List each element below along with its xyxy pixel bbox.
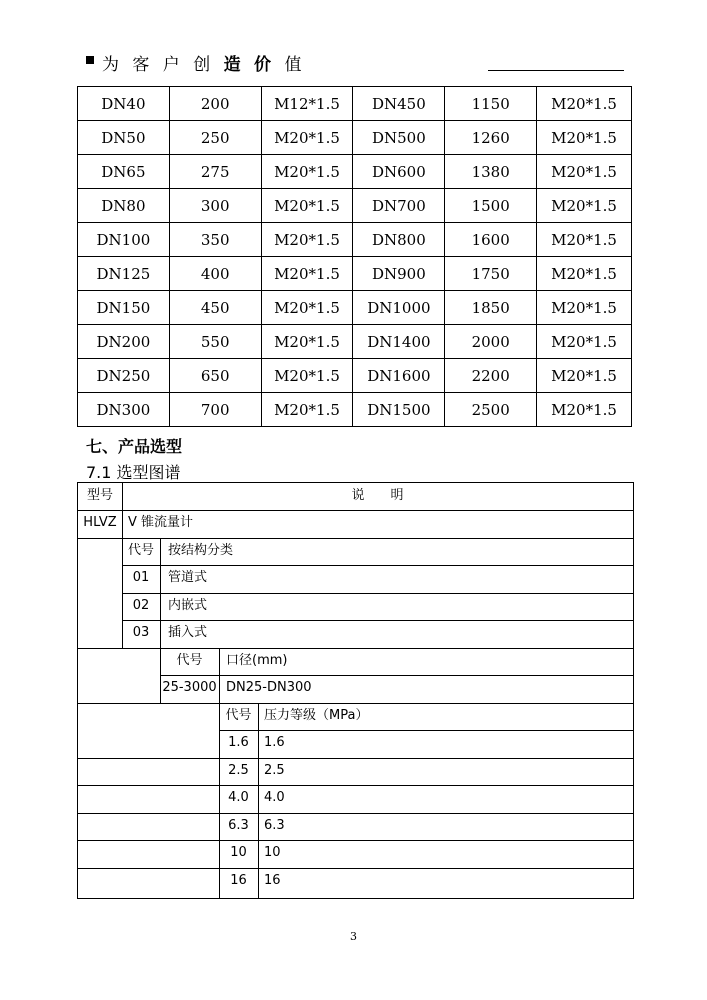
page-header	[86, 50, 624, 75]
header-slogan: 为 客 户 创 造 价 值	[102, 55, 306, 75]
section-title: 七、产品选型	[86, 437, 183, 456]
pressure-code-label: 代号	[225, 708, 252, 723]
pressure-code: 16	[230, 873, 247, 888]
spec-cell: 550	[169, 325, 261, 359]
spec-cell: M20*1.5	[261, 189, 353, 223]
spec-cell: M20*1.5	[537, 393, 632, 427]
spec-cell: DN500	[353, 121, 445, 155]
pressure-value: 16	[264, 873, 281, 888]
spec-row	[78, 155, 632, 189]
spec-row	[78, 257, 632, 291]
bullet-square-icon	[86, 56, 94, 64]
spec-cell: DN900	[353, 257, 445, 291]
spec-cell: DN65	[78, 155, 170, 189]
spec-row	[78, 121, 632, 155]
spec-cell: 450	[169, 291, 261, 325]
spec-row	[78, 223, 632, 257]
structure-code: 03	[132, 625, 150, 640]
spec-cell: M20*1.5	[537, 257, 632, 291]
spec-cell: DN700	[353, 189, 445, 223]
spec-cell: DN300	[78, 393, 170, 427]
spec-row	[78, 189, 632, 223]
spec-cell: 275	[169, 155, 261, 189]
spec-cell: DN1600	[353, 359, 445, 393]
pressure-value: 6.3	[264, 818, 285, 833]
spec-cell: 1850	[445, 291, 537, 325]
page-number: 3	[350, 930, 357, 943]
structure-code-label: 代号	[127, 543, 154, 558]
spec-cell: 1150	[445, 87, 537, 121]
structure-name: 管道式	[168, 570, 208, 585]
structure-name: 内嵌式	[168, 598, 208, 613]
section-subtitle: 7.1 选型图谱	[86, 463, 181, 482]
diameter-range: DN25-DN300	[226, 680, 312, 695]
spec-cell: 1260	[445, 121, 537, 155]
diameter-code-label: 代号	[176, 653, 203, 668]
spec-cell: M20*1.5	[537, 121, 632, 155]
spec-cell: DN40	[78, 87, 170, 121]
structure-name: 插入式	[168, 625, 208, 640]
spec-cell: 400	[169, 257, 261, 291]
spec-row	[78, 393, 632, 427]
spec-cell: M20*1.5	[537, 155, 632, 189]
spec-cell: DN1400	[353, 325, 445, 359]
spec-cell: 1600	[445, 223, 537, 257]
spec-cell: 650	[169, 359, 261, 393]
spec-cell: DN200	[78, 325, 170, 359]
spec-cell: M20*1.5	[261, 257, 353, 291]
pressure-code: 2.5	[228, 763, 249, 778]
spec-cell: M20*1.5	[261, 359, 353, 393]
spec-cell: 300	[169, 189, 261, 223]
spec-cell: M20*1.5	[537, 223, 632, 257]
pressure-code: 6.3	[228, 818, 249, 833]
spec-cell: DN150	[78, 291, 170, 325]
spec-cell: M20*1.5	[537, 325, 632, 359]
pressure-code: 4.0	[228, 790, 249, 805]
spec-row	[78, 325, 632, 359]
pressure-title: 压力等级（MPa）	[264, 708, 369, 723]
pressure-code: 1.6	[228, 735, 249, 750]
spec-cell: M20*1.5	[261, 325, 353, 359]
structure-code: 01	[132, 570, 150, 585]
spec-cell: M20*1.5	[261, 121, 353, 155]
spec-cell: 1500	[445, 189, 537, 223]
spec-cell: M20*1.5	[537, 87, 632, 121]
col-desc-header: 说 明	[351, 488, 404, 503]
diameter-code: 25-3000	[162, 680, 217, 695]
spec-cell: DN100	[78, 223, 170, 257]
spec-cell: 250	[169, 121, 261, 155]
spec-row	[78, 359, 632, 393]
spec-cell: M20*1.5	[537, 189, 632, 223]
pressure-code: 10	[230, 845, 247, 860]
spec-cell: 2000	[445, 325, 537, 359]
spec-cell: M20*1.5	[261, 393, 353, 427]
pressure-value: 10	[264, 845, 281, 860]
pressure-value: 2.5	[264, 763, 285, 778]
model-code: HLVZ	[83, 515, 117, 530]
spec-cell: DN1000	[353, 291, 445, 325]
spec-cell: DN800	[353, 223, 445, 257]
spec-cell: DN80	[78, 189, 170, 223]
model-desc: V 锥流量计	[128, 515, 194, 530]
spec-cell: M20*1.5	[261, 291, 353, 325]
spec-cell: DN50	[78, 121, 170, 155]
col-model-header: 型号	[86, 488, 113, 503]
spec-cell: 350	[169, 223, 261, 257]
spec-row	[78, 291, 632, 325]
spec-cell: 2500	[445, 393, 537, 427]
diameter-title: 口径(mm)	[226, 653, 288, 668]
selection-chart	[77, 482, 634, 899]
structure-code: 02	[132, 598, 150, 613]
spec-cell: 700	[169, 393, 261, 427]
spec-cell: DN250	[78, 359, 170, 393]
flange-spec-table	[77, 86, 632, 427]
spec-cell: DN1500	[353, 393, 445, 427]
spec-cell: DN450	[353, 87, 445, 121]
spec-cell: 2200	[445, 359, 537, 393]
spec-cell: M20*1.5	[537, 291, 632, 325]
spec-cell: DN600	[353, 155, 445, 189]
spec-cell: M12*1.5	[261, 87, 353, 121]
spec-cell: M20*1.5	[261, 155, 353, 189]
spec-cell: 200	[169, 87, 261, 121]
spec-cell: 1750	[445, 257, 537, 291]
spec-cell: M20*1.5	[537, 359, 632, 393]
spec-cell: M20*1.5	[261, 223, 353, 257]
spec-cell: DN125	[78, 257, 170, 291]
structure-title: 按结构分类	[168, 543, 234, 558]
pressure-value: 1.6	[264, 735, 285, 750]
spec-cell: 1380	[445, 155, 537, 189]
pressure-value: 4.0	[264, 790, 285, 805]
header-rule	[488, 70, 624, 71]
spec-row	[78, 87, 632, 121]
